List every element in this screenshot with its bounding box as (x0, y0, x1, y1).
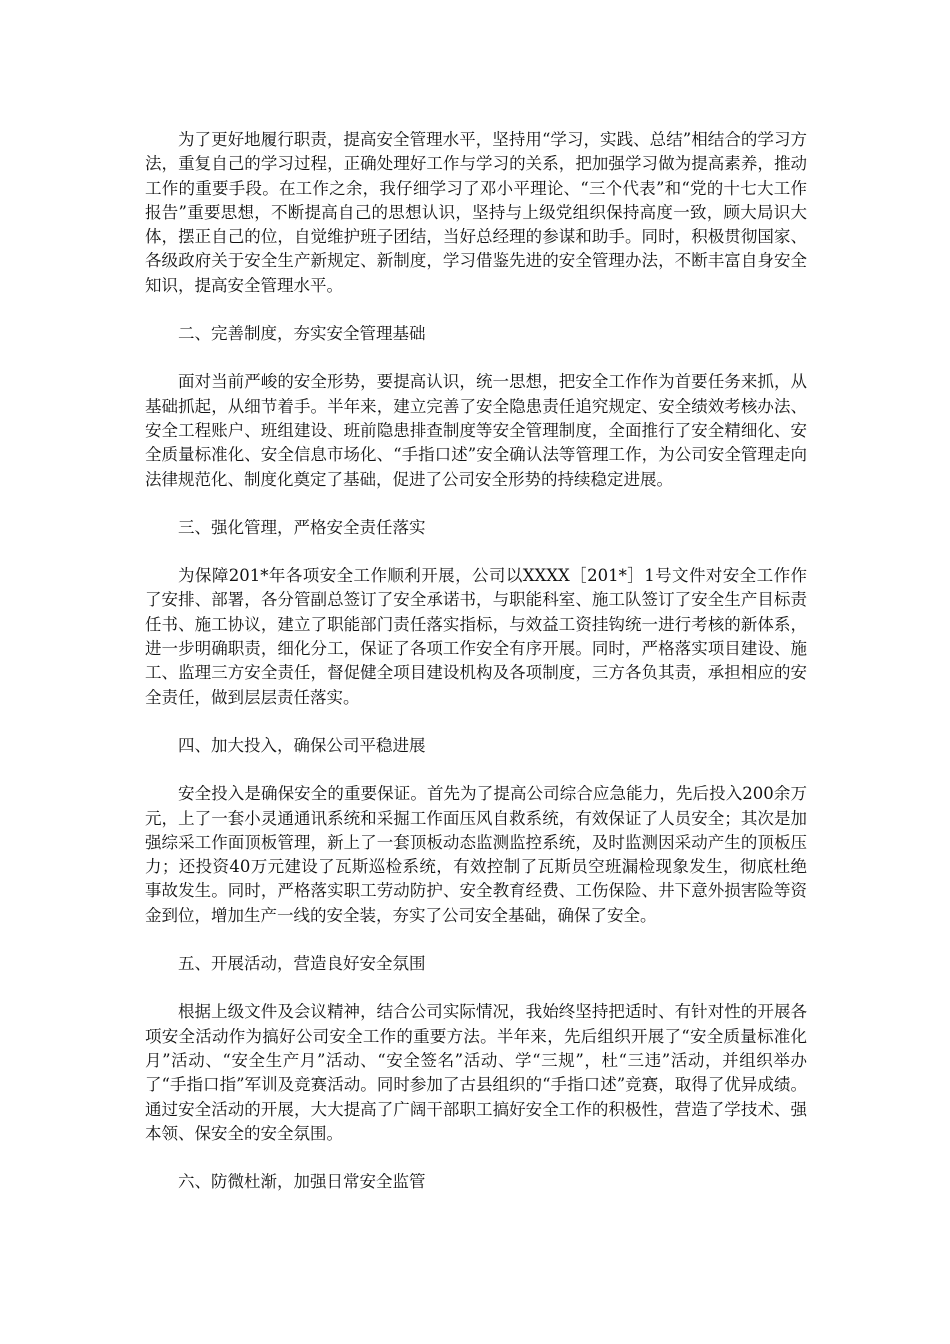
paragraph-study: 为了更好地履行职责，提高安全管理水平，坚持用“学习，实践、总结”相结合的学习方法，重复自己的学习过程，正确处理好工作与学习的关系，把加强学习做为提高素养，推动工作的重要手段。在工作之余，我仔细学习了邓小平理论、“三个代表”和“党的十七大工作报告”重要思想，不断提高自己的思想认识，坚持与上级党组织保持高度一致，顾大局识大体，摆正自己的位，自觉维护班子团结，当好总经理的参谋和助手。同时，积极贯彻国家、各级政府关于安全生产新规定、新制度，学习借鉴先进的安全管理办法，不断丰富自身安全知识，提高安全管理水平。 (145, 130, 807, 295)
document-page (145, 128, 807, 1218)
paragraph-investment: 安全投入是确保安全的重要保证。首先为了提高公司综合应急能力，先后投入200余万元，上了一套小灵通通讯系统和采掘工作面压风自救系统，有效保证了人员安全；其次是加强综采工作面顶板管理，新上了一套顶板动态监测监控系统，及时监测因采动产生的顶板压力；还投资40万元建设了瓦斯巡检系统，有效控制了瓦斯员空班漏检现象发生，彻底杜绝事故发生。同时，严格落实职工劳动防护、安全教育经费、工伤保险、井下意外损害险等资金到位，增加生产一线的安全装，夯实了公司安全基础，确保了安全。 (145, 784, 807, 925)
paragraph-activities: 根据上级文件及会议精神，结合公司实际情况，我始终坚持把适时、有针对性的开展各项安全活动作为搞好公司安全工作的重要方法。半年来，先后组织开展了“安全质量标准化月”活动、“安全生产月”活动、“安全签名”活动、学“三规”，杜“三违”活动，并组织举办了“手指口指”军训及竞赛活动。同时参加了古县组织的“手指口述”竞赛，取得了优异成绩。通过安全活动的开展，大大提高了广阔干部职工搞好安全工作的积极性，营造了学技术、强本领、保安全的安全氛围。 (145, 1002, 807, 1143)
paragraph-system: 面对当前严峻的安全形势，要提高认识，统一思想，把安全工作作为首要任务来抓，从基础抓起，从细节着手。半年来，建立完善了安全隐患责任追究规定、安全绩效考核办法、安全工程账户、班组建设、班前隐患排查制度等安全管理制度，全面推行了安全精细化、安全质量标准化、安全信息市场化、“手指口述”安全确认法等管理工作，为公司安全管理走向法律规范化、制度化奠定了基础，促进了公司安全形势的持续稳定进展。 (145, 372, 807, 489)
section-heading-5: 五、开展活动，营造良好安全氛围 (178, 954, 426, 974)
section-heading-3: 三、强化管理，严格安全责任落实 (178, 517, 426, 537)
section-heading-2: 二、完善制度，夯实安全管理基础 (178, 324, 426, 344)
section-heading-6: 六、防微杜渐，加强日常安全监管 (178, 1172, 426, 1192)
paragraph-responsibility: 为保障201*年各项安全工作顺利开展，公司以XXXX［201*］1号文件对安全工作作了安排、部署，各分管副总签订了安全承诺书，与职能科室、施工队签订了安全生产目标责任书、施工协议，建立了职能部门责任落实指标，与效益工资挂钩统一进行考核的新体系，进一步明确职责，细化分工，保证了各项工作安全有序开展。同时，严格落实项目建设、施工、监理三方安全责任，督促健全项目建设机构及各项制度，三方各负其责，承担相应的安全责任，做到层层责任落实。 (145, 566, 807, 707)
section-heading-4: 四、加大投入，确保公司平稳进展 (178, 735, 426, 755)
